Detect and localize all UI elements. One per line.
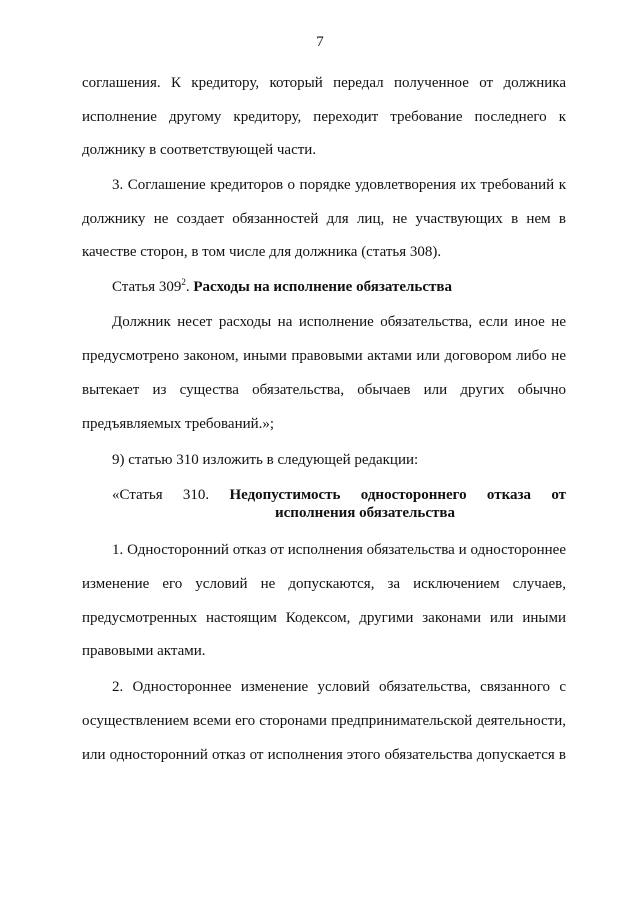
- text-line: 1. Односторонний отказ от исполнения обязательства и одностороннее: [112, 542, 566, 558]
- text-line: предусмотрено законом, иными правовыми актами или договором либо не: [82, 348, 566, 364]
- heading-word: «Статья: [112, 487, 163, 503]
- text-line: исполнение другому кредитору, переходит требование последнего к: [82, 109, 566, 125]
- heading-row: [112, 486, 566, 504]
- heading-word: отказа: [486, 487, 532, 503]
- heading-continuation: [112, 504, 566, 522]
- article-title: Расходы на исполнение обязательства: [193, 279, 452, 295]
- article-310-heading: [112, 486, 566, 522]
- text-line: осуществлением всеми его сторонами предпринимательской деятельности,: [82, 713, 566, 729]
- article-heading: [112, 278, 566, 296]
- heading-title-continuation: исполнения обязательства: [275, 505, 455, 521]
- heading-word: от: [551, 487, 566, 503]
- heading-word: Недопустимость: [229, 487, 341, 503]
- heading-word: одностороннего: [360, 487, 467, 503]
- article-number-suffix: .: [185, 279, 194, 295]
- text-line: должнику в соответствующей части.: [82, 142, 317, 158]
- text-line: 9) статью 310 изложить в следующей редакции:: [112, 452, 419, 468]
- text-line: предъявляемых требований.»;: [82, 416, 275, 432]
- article-number: Статья 309: [112, 279, 182, 295]
- page-number: 7: [316, 34, 324, 50]
- text-line: 2. Одностороннее изменение условий обязательства, связанного с: [112, 679, 566, 695]
- text-line: должнику не создает обязанностей для лиц, не участвующих в нем в: [82, 211, 566, 227]
- text-line: Должник несет расходы на исполнение обязательства, если иное не: [112, 314, 566, 330]
- text-line: изменение его условий не допускаются, за исключением случаев,: [82, 576, 566, 592]
- text-line: соглашения. К кредитору, который передал полученное от должника: [82, 75, 566, 91]
- text-line: 3. Соглашение кредиторов о порядке удовлетворения их требований к: [112, 177, 566, 193]
- article-superscript: 2: [181, 277, 186, 287]
- heading-word: 310.: [182, 487, 210, 503]
- text-line: вытекает из существа обязательства, обычаев или других обычно: [82, 382, 566, 398]
- text-line: качестве сторон, в том числе для должника (статья 308).: [82, 244, 442, 260]
- text-line: правовыми актами.: [82, 643, 206, 659]
- text-line: или односторонний отказ от исполнения этого обязательства допускается в: [82, 747, 566, 763]
- text-line: предусмотренных настоящим Кодексом, другими законами или иными: [82, 610, 566, 626]
